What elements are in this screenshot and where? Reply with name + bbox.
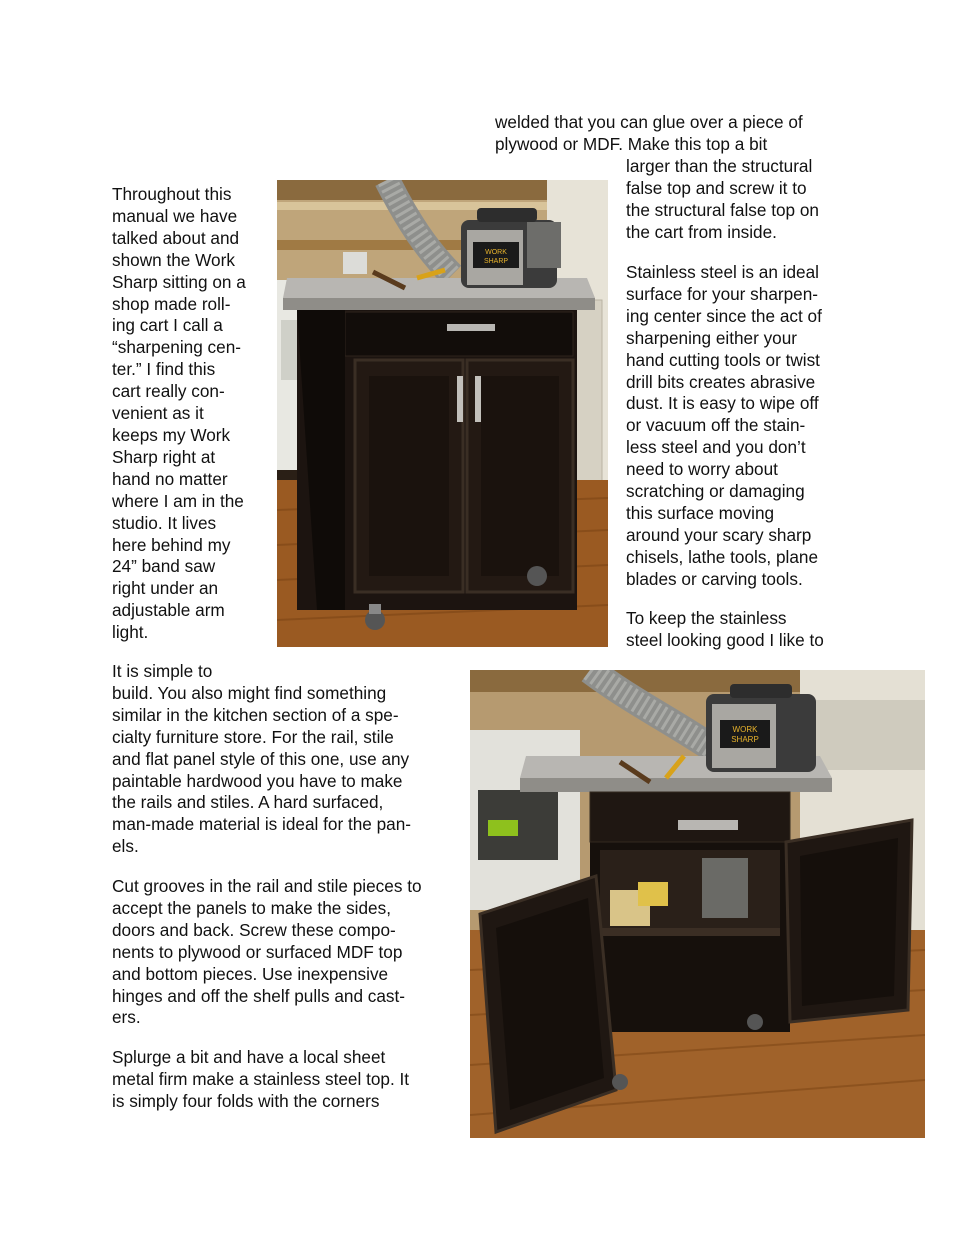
text-line: Throughout this	[112, 184, 232, 204]
photo-cart-open	[470, 670, 925, 1138]
splurge-paragraph	[112, 1047, 409, 1113]
grooves-paragraph	[112, 876, 422, 1029]
text-line: steel looking good I like to	[626, 629, 824, 650]
text-line: shop made roll-	[112, 293, 231, 314]
text-line: cialty furniture store. For the rail, stile	[112, 726, 394, 747]
text-line: keeps my Work	[112, 424, 231, 445]
text-line: hand cutting tools or twist	[626, 349, 820, 370]
text-line: ers.	[112, 1007, 141, 1028]
text-line: Cut grooves in the rail and stile pieces to	[112, 876, 422, 896]
text-line: paintable hardwood you have to make	[112, 770, 403, 791]
keep-paragraph	[626, 608, 824, 652]
text-line: dust. It is easy to wipe off	[626, 393, 819, 414]
stainless-paragraph	[626, 262, 822, 591]
text-line: around your scary sharp	[626, 524, 812, 545]
text-line: is simply four folds with the corners	[112, 1090, 380, 1111]
bottom-machine-label-2: SHARP	[731, 735, 759, 744]
larger-paragraph	[626, 156, 819, 244]
text-line: the rails and stiles. A hard surfaced,	[112, 792, 384, 813]
text-line: man-made material is ideal for the pan-	[112, 814, 412, 835]
text-line: less steel and you don’t	[626, 437, 806, 458]
text-line: scratching or damaging	[626, 481, 805, 502]
text-line: light.	[112, 622, 149, 643]
text-line: similar in the kitchen section of a spe-	[112, 704, 399, 725]
text-line: doors and back. Screw these compo-	[112, 919, 396, 940]
welded-paragraph	[495, 112, 803, 156]
text-line: drill bits creates abrasive	[626, 371, 816, 392]
text-line: ing center since the act of	[626, 305, 822, 326]
text-line: 24” band saw	[112, 556, 216, 577]
text-line: shown the Work	[112, 249, 235, 270]
text-line: Sharp sitting on a	[112, 271, 246, 292]
text-line: venient as it	[112, 403, 204, 424]
text-line: chisels, lathe tools, plane	[626, 546, 819, 567]
text-line: this surface moving	[626, 502, 775, 523]
text-line: right under an	[112, 578, 219, 599]
text-line: build. You also might find something	[112, 682, 387, 703]
text-line: To keep the stainless	[626, 608, 787, 628]
text-line: ter.” I find this	[112, 359, 216, 380]
build-paragraph	[112, 661, 411, 858]
text-line: cart really con-	[112, 381, 225, 402]
text-line: or vacuum off the stain-	[626, 415, 806, 436]
text-line: here behind my	[112, 534, 231, 555]
top-machine-label-2: SHARP	[483, 258, 509, 265]
text-line: “sharpening cen-	[112, 337, 241, 358]
text-line: false top and screw it to	[626, 177, 807, 198]
text-line: blades or carving tools.	[626, 568, 803, 589]
text-line: the cart from inside.	[626, 221, 777, 242]
text-line: hand no matter	[112, 468, 228, 489]
text-line: talked about and	[112, 227, 240, 248]
text-line: hinges and off the shelf pulls and cast-	[112, 985, 406, 1006]
text-line: plywood or MDF. Make this top a bit	[495, 133, 768, 154]
text-line: Sharp right at	[112, 446, 216, 467]
text-line: Stainless steel is an ideal	[626, 262, 819, 282]
intro-paragraph	[112, 184, 246, 644]
text-line: els.	[112, 836, 139, 857]
text-line: It is simple to	[112, 661, 213, 681]
text-line: need to worry about	[626, 459, 778, 480]
text-line: metal firm make a stainless steel top. It	[112, 1068, 410, 1089]
bottom-machine-label-1: WORK	[732, 725, 758, 734]
text-line: larger than the structural	[626, 156, 813, 176]
text-line: manual we have	[112, 205, 238, 226]
text-line: surface for your sharpen-	[626, 283, 819, 304]
top-machine-label-1: WORK	[485, 249, 507, 256]
text-line: and flat panel style of this one, use any	[112, 748, 410, 769]
text-line: the structural false top on	[626, 199, 819, 220]
text-line: welded that you can glue over a piece of	[495, 112, 803, 132]
text-line: Splurge a bit and have a local sheet	[112, 1047, 386, 1067]
text-line: nents to plywood or surfaced MDF top	[112, 941, 403, 962]
text-line: accept the panels to make the sides,	[112, 897, 391, 918]
text-line: studio. It lives	[112, 512, 217, 533]
text-line: ing cart I call a	[112, 315, 223, 336]
text-line: sharpening either your	[626, 327, 798, 348]
text-line: adjustable arm	[112, 600, 225, 621]
text-line: where I am in the	[112, 490, 244, 511]
text-line: and bottom pieces. Use inexpensive	[112, 963, 389, 984]
photo-cart-closed	[277, 180, 608, 647]
